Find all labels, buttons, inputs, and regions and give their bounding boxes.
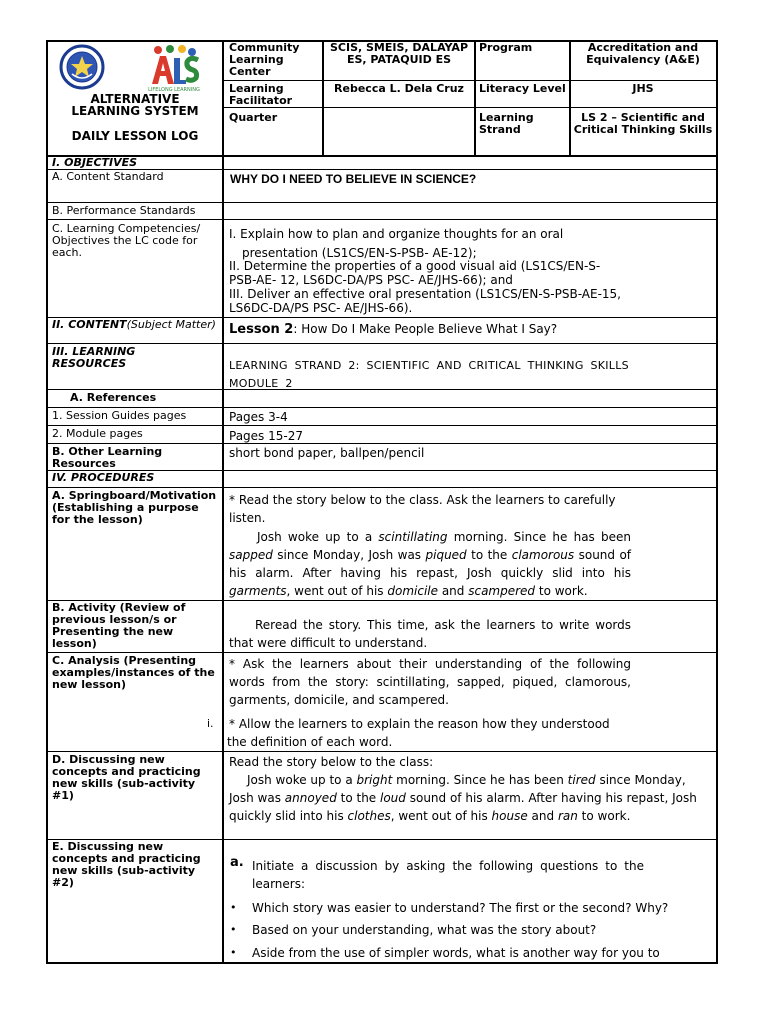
analysis-text-2b: the definition of each word.	[227, 735, 393, 749]
module-value: Pages 15-27	[229, 429, 303, 443]
story-keyword: sapped	[229, 548, 273, 562]
story-keyword: garments	[229, 584, 287, 598]
story-text: to the	[466, 548, 512, 562]
discussion1-label: D. Discussing new concepts and practicing new skills (sub-activity #1)	[52, 753, 201, 802]
program-label: Program	[479, 41, 533, 54]
story-text: to work.	[535, 584, 588, 598]
story-text: Josh woke up to a	[247, 773, 357, 787]
springboard-instruction: * Read the story below to the class. Ask the learners to carefully listen.	[229, 493, 616, 525]
svg-text:LIFELONG LEARNING: LIFELONG LEARNING	[148, 87, 200, 92]
story-text: since Monday, Josh was	[229, 773, 686, 805]
analysis-text-2a: * Allow the learners to explain the reason how they understood	[229, 717, 610, 731]
discussion2-marker: a.	[230, 855, 244, 870]
story-keyword: scampered	[468, 584, 536, 598]
story-keyword: bright	[356, 773, 393, 787]
story-keyword: clothes	[347, 809, 391, 823]
springboard-label: A. Springboard/Motivation (Establishing a purpose for the lesson)	[52, 489, 217, 526]
story-keyword: clamorous	[511, 548, 575, 562]
bullet-icon: •	[230, 901, 237, 914]
story-text: to work.	[577, 809, 631, 823]
other-resources-label: B. Other Learning Resources	[52, 445, 163, 470]
activity-text: Reread the story. This time, ask the learners to write words that were difficult to understand.	[229, 618, 631, 650]
story-text: since Monday, Josh was	[272, 548, 426, 562]
story-keyword: tired	[567, 773, 596, 787]
story-keyword: annoyed	[284, 791, 337, 805]
literacy-label: Literacy Level	[479, 82, 566, 95]
discussion2-text: Initiate a discussion by asking the following questions to the learners:	[252, 859, 644, 891]
bullet-icon: •	[230, 923, 237, 936]
analysis-text-1: * Ask the learners about their understanding of the following words from the story: scintillating, sapped, piqued, clamorous, garments, domicile, and scampered.	[229, 657, 631, 707]
objectives-heading: I. OBJECTIVES	[52, 156, 138, 169]
facilitator-value: Rebecca L. Dela Cruz	[334, 82, 464, 95]
story-text: Josh woke up to a	[257, 530, 379, 544]
story-text: to the	[336, 791, 380, 805]
session-value: Pages 3-4	[229, 410, 288, 424]
bullet-item: Aside from the use of simpler words, what is another way for you to	[252, 946, 660, 960]
story-keyword: scintillating	[378, 530, 448, 544]
story-text: , went out of his	[286, 584, 388, 598]
story-text: sound of his alarm. After having his repast, Josh quickly slid into his	[229, 791, 697, 823]
story-text: sound of his alarm. After having his repast, Josh quickly slid into his	[229, 548, 632, 580]
content-standard-value: WHY DO I NEED TO BELIEVE IN SCIENCE?	[230, 172, 477, 186]
deped-seal	[52, 44, 112, 92]
analysis-label: C. Analysis (Presenting examples/instances of the new lesson)	[52, 654, 215, 691]
module-text: LEARNING STRAND 2: SCIENTIFIC AND CRITICAL THINKING SKILLS MODULE 2	[229, 359, 629, 390]
activity-label: B. Activity (Review of previous lesson/s or Presenting the new lesson)	[52, 601, 186, 650]
content-subheading: (Subject Matter)	[126, 318, 216, 331]
clc-label: Community Learning Center	[229, 41, 300, 78]
performance-label: B. Performance Standards	[52, 204, 196, 217]
bullet-icon: •	[230, 946, 237, 959]
story-keyword: loud	[380, 791, 406, 805]
competency-3: III. Deliver an effective oral presentation (LS1CS/EN-S-PSB-AE-15, LS6DC-DA/PS PSC- AE/JHS-66).	[229, 287, 621, 315]
quarter-label: Quarter	[229, 111, 278, 124]
competencies-label: C. Learning Competencies/ Objectives the LC code for each.	[52, 222, 201, 259]
story-keyword: house	[491, 809, 528, 823]
story-text: morning. Since he has been	[447, 530, 631, 544]
bullet-item: Which story was easier to understand? The first or the second? Why?	[252, 901, 669, 915]
story-two	[229, 771, 699, 825]
lesson-label: Lesson 2	[229, 322, 294, 337]
literacy-value: JHS	[632, 82, 654, 95]
references-label: A. References	[70, 391, 157, 404]
story-text: and	[438, 584, 469, 598]
module-label: 2. Module pages	[52, 427, 143, 440]
competency-1a: I. Explain how to plan and organize thoughts for an oral	[229, 227, 564, 241]
analysis-marker: i.	[207, 717, 214, 730]
competency-2: II. Determine the properties of a good visual aid (LS1CS/EN-S-PSB-AE- 12, LS6DC-DA/PS PSC- AE/JHS-66); and	[229, 259, 601, 287]
story-text: and	[527, 809, 558, 823]
strand-value: LS 2 – Scientific and Critical Thinking Skills	[573, 111, 713, 136]
competency-1b: presentation (LS1CS/EN-S-PSB- AE-12);	[242, 246, 477, 260]
als-logo	[146, 44, 202, 92]
content-heading-text: II. CONTENT	[52, 318, 127, 331]
other-resources-value: short bond paper, ballpen/pencil	[229, 446, 425, 460]
facilitator-label: Learning Facilitator	[229, 82, 293, 107]
story-one	[229, 528, 631, 600]
resources-heading: III. LEARNING RESOURCES	[52, 345, 136, 370]
discussion2-label: E. Discussing new concepts and practicing new skills (sub-activity #2)	[52, 840, 201, 889]
lesson-name: : How Do I Make People Believe What I Say?	[293, 322, 558, 336]
story-keyword: piqued	[425, 548, 467, 562]
lesson-title	[229, 320, 709, 339]
story-keyword: ran	[557, 809, 578, 823]
session-label: 1. Session Guides pages	[52, 409, 187, 422]
content-heading	[52, 319, 220, 331]
story-keyword: domicile	[387, 584, 438, 598]
bullet-item: Based on your understanding, what was the story about?	[252, 923, 597, 937]
clc-value: SCIS, SMEIS, DALAYAP ES, PATAQUID ES	[329, 41, 469, 66]
strand-label: Learning Strand	[479, 111, 534, 136]
discussion1-intro: Read the story below to the class:	[229, 755, 434, 769]
story-text: , went out of his	[390, 809, 492, 823]
program-value: Accreditation and Equivalency (A&E)	[586, 41, 700, 66]
procedures-heading: IV. PROCEDURES	[52, 471, 155, 484]
content-standard-label: A. Content Standard	[52, 170, 164, 183]
log-title: DAILY LESSON LOG	[71, 129, 199, 143]
system-title: ALTERNATIVE LEARNING SYSTEM	[71, 92, 199, 118]
story-text: morning. Since he has been	[392, 773, 568, 787]
